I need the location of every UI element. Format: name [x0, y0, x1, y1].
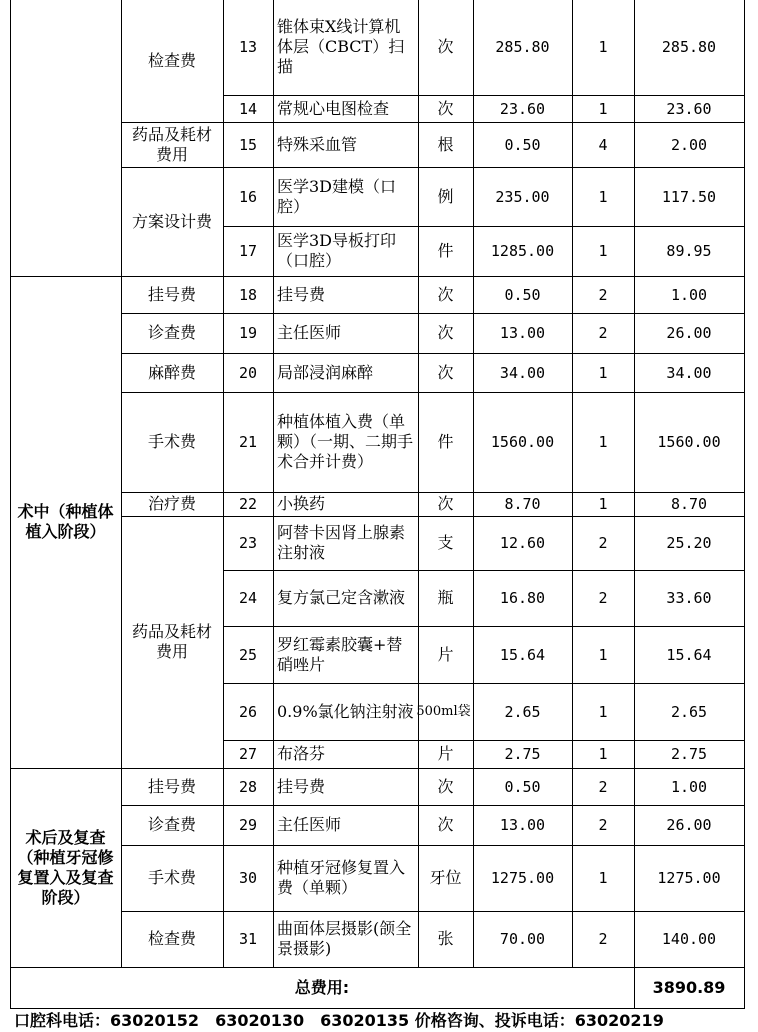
item-name: 主任医师	[277, 323, 342, 342]
col-divider	[744, 0, 745, 1009]
unit-price: 34.00	[499, 363, 546, 382]
item-name: 局部浸润麻醉	[277, 362, 374, 382]
quantity: 1	[598, 702, 608, 721]
category-cell: 麻醉费	[147, 362, 196, 382]
amount: 33.60	[666, 589, 712, 607]
amount: 23.60	[666, 99, 712, 118]
quantity: 2	[598, 777, 608, 796]
category-cell: 治疗费	[147, 494, 196, 513]
unit-cell: 例	[437, 186, 454, 206]
unit-cell: 支	[437, 533, 454, 552]
quantity: 2	[598, 534, 608, 552]
amount: 117.50	[661, 187, 717, 206]
amount: 1.00	[670, 777, 708, 796]
row-number: 26	[238, 702, 258, 721]
stage-label: 术后及复查（种植牙冠修复置入及复查阶段）	[17, 827, 114, 907]
category-cell: 诊查费	[147, 815, 196, 834]
row-number: 16	[238, 187, 258, 206]
quantity: 1	[598, 495, 608, 513]
amount: 1560.00	[657, 433, 721, 451]
amount: 1.00	[670, 285, 708, 304]
unit-cell: 次	[437, 494, 454, 513]
unit-cell: 牙位	[429, 868, 462, 887]
unit-price: 0.50	[504, 135, 541, 154]
quantity: 2	[598, 930, 608, 948]
amount: 26.00	[666, 816, 712, 834]
amount: 25.20	[666, 534, 712, 552]
total-amount: 3890.89	[652, 977, 726, 997]
unit-price: 23.60	[499, 99, 546, 118]
item-name: 布洛芬	[277, 744, 326, 763]
row-number: 19	[238, 324, 258, 342]
unit-price: 0.50	[504, 285, 541, 304]
unit-price: 8.70	[504, 495, 541, 513]
unit-price: 1560.00	[490, 433, 555, 451]
unit-price: 2.75	[504, 745, 541, 763]
amount: 8.70	[670, 495, 708, 513]
quantity: 2	[598, 816, 608, 834]
amount: 26.00	[666, 324, 712, 342]
item-name: 罗红霉素胶囊+替硝唑片	[277, 634, 403, 674]
item-name: 挂号费	[277, 284, 326, 304]
unit-price: 13.00	[499, 324, 546, 342]
item-name: 医学3D建模（口腔）	[277, 176, 397, 216]
unit-cell: 片	[437, 744, 454, 763]
quantity: 1	[598, 242, 608, 260]
unit-cell: 次	[437, 98, 454, 118]
amount: 89.95	[666, 242, 712, 260]
col-divider	[572, 0, 573, 967]
item-name: 常规心电图检查	[277, 98, 390, 118]
category-cell: 药品及耗材费用	[131, 622, 212, 661]
unit-cell: 件	[437, 432, 454, 451]
quantity: 1	[598, 745, 608, 763]
amount: 34.00	[666, 363, 712, 382]
col-divider	[634, 0, 635, 1008]
col-divider	[418, 0, 419, 967]
row-number: 25	[238, 645, 258, 664]
item-name: 小换药	[277, 494, 326, 513]
category-cell: 手术费	[147, 432, 196, 451]
unit-cell: 次	[437, 776, 454, 796]
row-number: 14	[238, 99, 258, 118]
unit-cell: 次	[437, 323, 454, 342]
col-divider	[473, 0, 474, 967]
quantity: 1	[598, 645, 608, 664]
amount: 140.00	[661, 930, 717, 948]
item-name: 种植体植入费（单颗）（一期、二期手术合并计费）	[277, 412, 414, 471]
item-name: 医学3D导板打印（口腔）	[277, 231, 397, 270]
unit-price: 15.64	[499, 645, 546, 664]
item-name: 挂号费	[277, 776, 326, 796]
item-name: 锥体束X线计算机体层（CBCT）扫描	[277, 17, 405, 76]
row-number: 21	[238, 433, 258, 451]
item-name: 0.9%氯化钠注射液	[277, 701, 414, 721]
amount: 15.64	[666, 645, 712, 664]
unit-cell: 张	[437, 929, 454, 948]
quantity: 1	[598, 99, 608, 118]
category-cell: 药品及耗材费用	[131, 124, 212, 164]
row-number: 18	[238, 285, 258, 304]
quantity: 2	[598, 285, 608, 304]
col-divider	[223, 0, 224, 967]
unit-cell: 次	[437, 284, 454, 304]
quantity: 1	[598, 363, 608, 382]
unit-cell: 次	[437, 815, 454, 834]
unit-cell: 片	[437, 644, 454, 664]
amount: 285.80	[661, 38, 717, 56]
unit-cell: 次	[437, 362, 454, 382]
col-divider	[121, 0, 122, 967]
item-name: 主任医师	[277, 815, 342, 834]
item-name: 复方氯己定含漱液	[277, 588, 406, 607]
amount: 2.75	[670, 745, 708, 763]
unit-price: 12.60	[499, 534, 546, 552]
item-name: 种植牙冠修复置入费（单颗）	[277, 858, 406, 897]
unit-price: 13.00	[499, 816, 546, 834]
category-cell: 检查费	[147, 929, 196, 948]
row-number: 13	[238, 38, 258, 56]
amount: 2.00	[670, 135, 708, 154]
unit-price: 16.80	[499, 589, 546, 607]
row-number: 30	[238, 869, 258, 887]
category-cell: 挂号费	[147, 776, 196, 796]
row-number: 31	[238, 930, 258, 948]
unit-price: 235.00	[495, 187, 550, 206]
quantity: 1	[598, 433, 608, 451]
table-bottom	[10, 1008, 745, 1009]
item-name: 曲面体层摄影(颌全景摄影)	[277, 919, 412, 958]
row-number: 23	[238, 534, 258, 552]
quantity: 4	[598, 135, 608, 154]
col-divider	[10, 0, 11, 1008]
amount: 2.65	[670, 702, 708, 721]
unit-cell: 根	[437, 134, 454, 154]
unit-price: 0.50	[504, 777, 541, 796]
row-number: 17	[238, 242, 258, 260]
quantity: 1	[598, 187, 608, 206]
category-cell: 诊查费	[147, 323, 196, 342]
item-name: 阿替卡因肾上腺素注射液	[277, 523, 406, 562]
unit-cell: 瓶	[437, 588, 454, 607]
quantity: 1	[598, 869, 608, 887]
row-number: 15	[238, 135, 258, 154]
category-cell: 方案设计费	[131, 211, 212, 231]
row-number: 20	[238, 363, 258, 382]
unit-price: 70.00	[499, 930, 546, 948]
row-number: 29	[238, 816, 258, 834]
col-divider	[273, 0, 274, 967]
total-label: 总费用:	[294, 977, 350, 997]
contact-footer: 口腔科电话：63020152 63020130 63020135 价格咨询、投诉电话：63020219	[14, 1011, 664, 1030]
row-number: 22	[238, 495, 258, 513]
row-number: 28	[238, 777, 258, 796]
unit-cell: 500ml袋	[416, 703, 471, 719]
unit-price: 1275.00	[490, 869, 555, 887]
amount: 1275.00	[657, 869, 721, 887]
row-number: 24	[238, 589, 258, 607]
category-cell: 手术费	[147, 868, 196, 887]
quantity: 1	[598, 38, 608, 56]
unit-price: 1285.00	[490, 242, 555, 260]
unit-cell: 次	[437, 37, 454, 56]
category-cell: 检查费	[147, 50, 196, 70]
unit-price: 285.80	[495, 38, 550, 56]
quantity: 2	[598, 324, 608, 342]
item-name: 特殊采血管	[277, 134, 358, 154]
quantity: 2	[598, 589, 608, 607]
unit-cell: 件	[437, 241, 454, 260]
unit-price: 2.65	[504, 702, 541, 721]
row-number: 27	[238, 745, 258, 763]
category-cell: 挂号费	[147, 284, 196, 304]
stage-label: 术中（种植体植入阶段）	[17, 502, 114, 541]
